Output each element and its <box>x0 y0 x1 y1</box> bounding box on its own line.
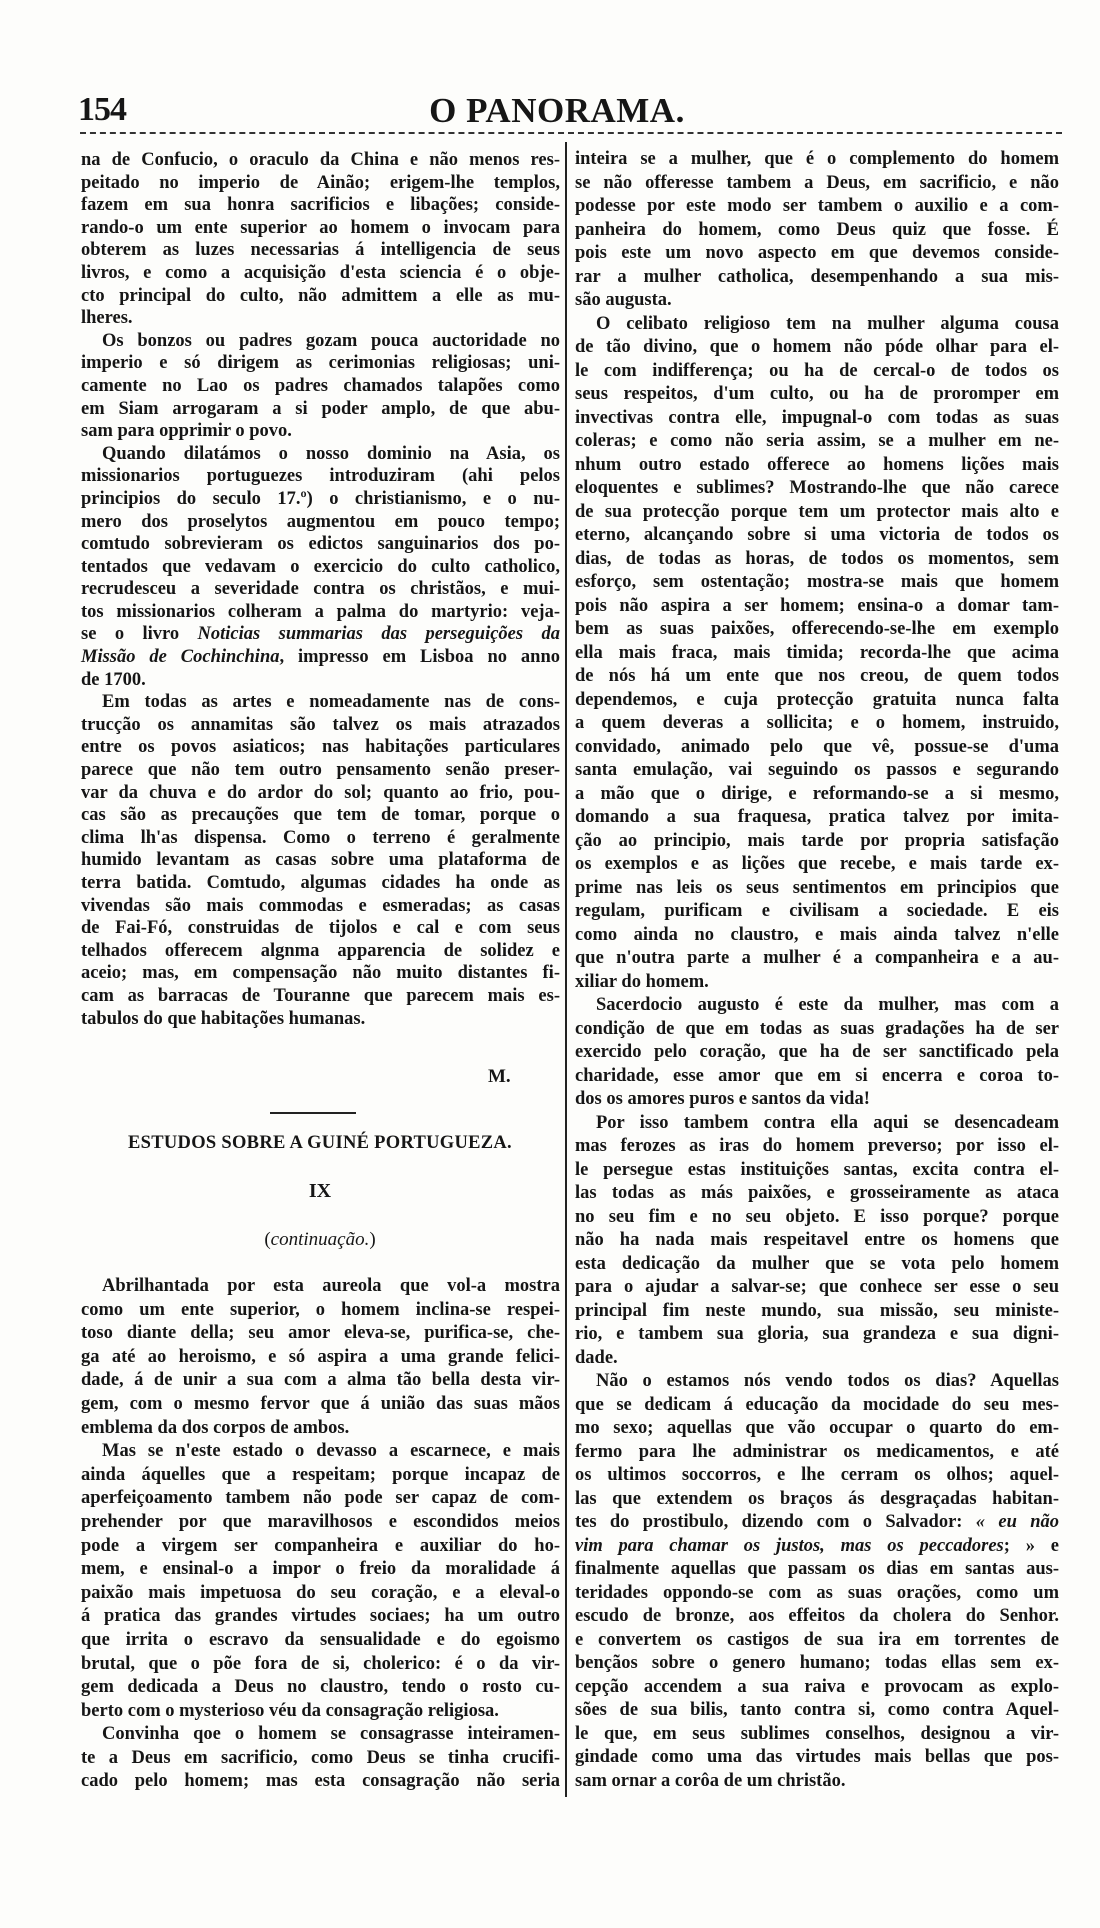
text-line: coleras; e como não seria assim, se a mulher em ne- <box>575 431 1059 451</box>
text-line: bem as suas paixões, offerecendo-se-lhe em exemplo <box>575 619 1059 639</box>
text-line: na de Confucio, o oraculo da China e não menos res- <box>81 150 560 170</box>
text-line: dade, á de unir a sua com a alma tão bella desta vir- <box>81 1370 560 1391</box>
text-line: aceio; mas, em compensação não muito distantes fi- <box>81 963 560 984</box>
text-segment: tes do prostibulo, dizendo com o Salvador: <box>575 1512 976 1532</box>
left-column-article-end <box>81 149 560 1030</box>
text-line: condição de que em todas as suas gradações ha de ser <box>575 1018 1059 1039</box>
text-segment: ; » e <box>1003 1535 1060 1556</box>
text-line: gindade como uma das virtudes mais bellas que pos- <box>575 1747 1059 1767</box>
text-line: cepção accendem a sua raiva e provocam as explo- <box>575 1676 1059 1697</box>
text-line: á pratica das grandes virtudes sociaes; ha um outro <box>81 1606 560 1627</box>
text-line: trucção os annamitas são talvez os mais atrazados <box>81 714 560 735</box>
text-line: escudo de bronze, aos effeitos da cholera do Senhor. <box>575 1606 1059 1626</box>
text-line: dependemos, e cuja protecção gratuita nunca falta <box>575 689 1059 710</box>
article-part-number: IX <box>308 1180 332 1202</box>
text-line: ella mais fraca, mais timida; recorda-lhe que acima <box>575 642 1059 663</box>
text-line: vivendas são mais commodas e esmeradas; as casas <box>81 895 560 916</box>
text-line: os exemplos e as lições que recebe, e mais tarde ex- <box>575 854 1059 874</box>
text-line: mero dos proselytos augmentou em pouco tempo; <box>81 511 560 532</box>
text-line: panheira do homem, como Deus quiz que fosse. É <box>575 219 1059 240</box>
text-line: de sua protecção porque tem um protector mais alto e <box>575 501 1059 522</box>
text-line: que n'outra parte a mulher é a companheira e a au- <box>575 948 1059 968</box>
paragraph <box>575 994 1059 1112</box>
paragraph <box>81 1275 560 1440</box>
paragraph <box>575 1370 1059 1793</box>
text-line: ainda áquelles que a respeitam; porque incapaz de <box>81 1464 560 1485</box>
text-line: para o ajudar a salvar-se; que conhece ser esse o seu <box>575 1277 1059 1297</box>
text-line: entre os povos asiaticos; nas habitações particulares <box>81 737 560 758</box>
text-line: inteira se a mulher, que é o complemento do homem <box>575 149 1059 169</box>
paragraph <box>575 313 1059 995</box>
text-line: podesse por este modo ser tambem o auxilio e a com- <box>575 196 1059 216</box>
text-line: em Siam arrogaram a si poder amplo, de que abu- <box>81 398 560 419</box>
text-line: berto com o mysterioso véu da consagração religiosa. <box>81 1700 499 1721</box>
text-line: seus respeitos, d'um culto, ou ha de proromper em <box>575 384 1059 404</box>
text-line: nhum outro estado offerece ao homens lições mais <box>575 454 1059 475</box>
text-line: fermo para lhe administrar os medicamentos, e até <box>575 1441 1059 1462</box>
text-line: exercido pelo coração, que ha de ser sanctificado pela <box>575 1042 1059 1062</box>
text-line <box>575 1511 1059 1535</box>
author-signature: M. <box>488 1066 511 1087</box>
text-line: mo sexo; aquellas que vão occupar o quarto do em- <box>575 1418 1059 1438</box>
text-line: O celibato religioso tem na mulher alguma cousa <box>596 313 1059 334</box>
text-line: var da chuva e do ardor do sol; quanto ao frio, pou- <box>81 782 560 803</box>
text-line: sões de sua bilis, tanto contra si, como contra Aquel- <box>575 1700 1059 1720</box>
text-line: Os bonzos ou padres gozam pouca auctoridade no <box>102 330 560 351</box>
article-title: ESTUDOS SOBRE A GUINÉ PORTUGUEZA. <box>128 1133 512 1153</box>
newspaper-masthead: O PANORAMA. <box>429 91 685 130</box>
text-line: emblema da dos corpos de ambos. <box>81 1417 350 1438</box>
page-number: 154 <box>78 91 126 128</box>
text-line: ga até ao heroismo, e só aspira a uma grande felici- <box>81 1346 560 1367</box>
text-line: cto principal do culto, não admittem a elle as mu- <box>81 285 560 306</box>
paragraph <box>575 1112 1059 1371</box>
text-line: le com indifferença; ou ha de cercal-o de todos os <box>575 360 1059 381</box>
text-line: xiliar do homem. <box>575 971 709 992</box>
text-line: a quem deveras a sollicita; e o homem, instruido, <box>575 713 1059 733</box>
text-line: mem, e ensinal-o a impor o freio da moralidade á <box>81 1559 560 1580</box>
text-line: de 1700. <box>81 669 146 690</box>
text-line: cam as barracas de Touranne que parecem mais es- <box>81 985 560 1006</box>
paragraph <box>81 330 560 443</box>
text-line: telhados offerecem algnma apparencia de solidez e <box>81 940 560 961</box>
text-line: lheres. <box>81 308 133 329</box>
text-line: no seu fim e no seu objeto. E isso porque? porque <box>575 1206 1059 1227</box>
text-line: que se dedicam á educação da mocidade do seu mes- <box>575 1394 1059 1415</box>
text-line: ção ao principio, mais tarde por propria satisfação <box>575 830 1059 851</box>
paragraph <box>81 149 560 330</box>
text-line: dias, de todas as horas, de todos os momentos, sem <box>575 548 1059 569</box>
text-line: bençãos sobre o genero humano; todas ellas sem ex- <box>575 1653 1059 1673</box>
text-line: obterem as luzes necessarias á intelligencia de seus <box>81 240 560 261</box>
italic-text: Noticias summarias das perseguições da <box>197 624 560 645</box>
text-line: humido levantam as casas sobre uma plataforma de <box>81 850 560 871</box>
text-line: terra batida. Comtudo, algumas cidades ha onde as <box>81 873 560 893</box>
text-line: pois este um novo aspecto em que devemos conside- <box>575 243 1059 263</box>
paragraph <box>81 691 560 1030</box>
text-line: tentados que vedavam o exercicio do culto catholico, <box>81 556 560 577</box>
text-line: las todas as más paixões, e grosseiramente as ataca <box>575 1183 1059 1203</box>
text-line: principal fim neste mundo, sua missão, seu ministe- <box>575 1300 1059 1321</box>
text-segment: se o livro <box>81 624 198 645</box>
text-line: esforço, sem ostentação; mostra-se mais que homem <box>575 572 1059 592</box>
text-line: imperio e só dirigem as cerimonias religiosas; uni- <box>81 353 560 374</box>
text-line: Convinha qoe o homem se consagrasse inteiramen- <box>102 1724 560 1745</box>
text-line: peitado no imperio de Ainão; erigem-lhe templos, <box>81 172 560 193</box>
text-line: santa emulação, vai seguindo os passos e segurando <box>575 760 1059 780</box>
text-line: livros, e como a acquisição d'esta sciencia é o obje- <box>81 262 560 283</box>
text-line: esta dedicação da mulher que se vota pelo homem <box>575 1253 1059 1274</box>
text-line: cado pelo homem; mas esta consagração não seria <box>81 1771 560 1792</box>
text-line: Abrilhantada por esta aureola que vol-a mostra <box>102 1276 560 1296</box>
paragraph <box>81 1440 560 1723</box>
italic-text: Missão de Cochinchina <box>81 647 280 668</box>
text-line: camente no Lao os padres chamados talapões como <box>81 375 560 396</box>
right-column-text <box>575 148 1059 1793</box>
text-line: finalmente aquellas que passam os dias em santas aus- <box>575 1559 1059 1579</box>
text-line: paixão mais impetuosa do seu coração, e a eleval-o <box>81 1582 560 1603</box>
text-line <box>81 623 560 646</box>
text-line: comtudo sobrevieram os edictos sanguinarios dos po- <box>81 534 560 555</box>
text-line: te a Deus em sacrificio, como Deus se tinha crucifi- <box>81 1747 560 1768</box>
paragraph <box>81 1723 560 1794</box>
text-line: não ha nada mais respeitavel entre os homens que <box>575 1230 1059 1250</box>
text-line: Por isso tambem contra ella aqui se desencadeam <box>596 1112 1059 1133</box>
text-line: são augusta. <box>575 290 672 310</box>
text-line: Mas se n'este estado o devasso a escarnece, e mais <box>102 1441 560 1462</box>
text-line: regulam, purificam e civilisam a sociedade. E eis <box>575 901 1059 921</box>
text-line: rar a mulher catholica, desempenhando a sua mis- <box>575 266 1059 287</box>
text-line: aperfeiçoamento tambem não pode ser capaz de com- <box>81 1488 560 1509</box>
text-line: mas ferozes as iras do homem preverso; por isso el- <box>575 1136 1059 1156</box>
text-line: sam para opprimir o povo. <box>81 421 292 442</box>
text-line: pode a virgem ser companheira e auxiliar do ho- <box>81 1535 560 1556</box>
text-line: Em todas as artes e nomeadamente nas de cons- <box>102 692 560 713</box>
text-line: prehender por que maravilhosos e escondidos meios <box>81 1511 560 1532</box>
text-line <box>81 646 560 669</box>
text-line: Não o estamos nós vendo todos os dias? Aquellas <box>596 1371 1059 1391</box>
left-column-article-start <box>81 1275 560 1794</box>
paren-close: ) <box>369 1229 376 1250</box>
text-line: se não offeresse tambem a Deus, em sacrificio, e não <box>575 172 1059 193</box>
column-divider <box>565 142 567 1797</box>
italic-text: « eu não <box>975 1512 1059 1532</box>
text-line: prime nas leis os seus sentimentos em principios que <box>575 877 1059 898</box>
italic-text: vim para chamar os justos, mas os peccadores <box>575 1535 1004 1556</box>
text-line: las que extendem os braços ás desgraçadas habitan- <box>575 1488 1059 1509</box>
text-line: brutal, que o põe fora de si, cholerico: é o da vir- <box>81 1653 560 1674</box>
text-line: recrudesceu a severidade contra os christãos, e mui- <box>81 579 560 600</box>
paren-open: ( <box>264 1229 271 1250</box>
article-subtitle <box>90 1229 550 1251</box>
text-line: le persegue estas instituições santas, excita contra el- <box>575 1159 1059 1180</box>
text-line: principios do seculo 17.º) o christianismo, e o nu- <box>81 488 560 509</box>
text-line: que irrita o escravo da sensualidade e do egoismo <box>81 1629 560 1650</box>
text-line: como ainda no claustro, e mais ainda talvez n'elle <box>575 924 1059 945</box>
text-line: sam ornar a corôa de um christão. <box>575 1770 846 1791</box>
text-line: charidade, esse amor que em si encerra e coroa to- <box>575 1065 1059 1086</box>
text-line: os ultimos soccorros, e lhe cerram os olhos; aquel- <box>575 1465 1059 1485</box>
text-line: tos missionarios colheram a palma do martyrio: veja- <box>81 601 560 622</box>
text-line: fazem em sua honra sacrificios e libações; conside- <box>81 195 560 216</box>
text-line: a mão que o dirige, e reformando-se a si mesmo, <box>575 783 1059 804</box>
text-line: como um ente superior, o homem inclina-se respei- <box>81 1299 560 1320</box>
text-line: dos os amores puros e santos da vida! <box>575 1089 870 1109</box>
text-line: convidado, animado pelo que vê, possue-se d'uma <box>575 736 1059 757</box>
text-line: invectivas contra elle, impugnal-o com todas as suas <box>575 407 1059 428</box>
text-line: clima lh'as dispensa. Como o terreno é geralmente <box>81 827 560 848</box>
header-rule <box>80 132 1062 134</box>
text-line: de nós há um ente que nos creou, de quem todos <box>575 666 1059 686</box>
text-line: tabulos do que habitações humanas. <box>81 1008 366 1029</box>
text-line: de tão divino, que o homem não póde olhar para el- <box>575 337 1059 357</box>
text-line: Quando dilatámos o nosso dominio na Asia, os <box>102 443 560 464</box>
article-separator-rule <box>270 1112 356 1114</box>
text-line: rio, e tambem sua gloria, sua grandeza e sua digni- <box>575 1324 1059 1344</box>
text-segment: , impresso em Lisboa no anno <box>279 647 560 668</box>
text-line: de Fai-Fó, construidas de tijolos e cal e com seus <box>81 918 560 939</box>
text-line: toso diante della; seu amor eleva-se, purifica-se, che- <box>81 1323 560 1344</box>
text-line: Sacerdocio augusto é este da mulher, mas com a <box>596 995 1059 1015</box>
subtitle-text: continuação. <box>270 1229 370 1250</box>
text-line: cas são as precauções que tem de tomar, porque o <box>81 805 560 826</box>
text-line: dade. <box>575 1347 618 1368</box>
text-line <box>575 1535 1059 1559</box>
paragraph <box>575 148 1059 313</box>
text-line: rando-o um ente superior ao homem o invocam para <box>81 217 560 238</box>
text-line: eloquentes e sublimes? Mostrando-lhe que não carece <box>575 478 1059 498</box>
text-line: teridades oppondo-se com as suas orações, como um <box>575 1582 1059 1603</box>
text-line: gem, com o mesmo fervor que á união das suas mãos <box>81 1393 560 1414</box>
text-line: domando a sua fraquesa, pratica talvez por imita- <box>575 807 1059 827</box>
text-line: parece que não tem outro pensamento senão preser- <box>81 760 560 781</box>
text-line: missionarios portuguezes introduziram (ahi pelos <box>81 466 560 487</box>
text-line: gem dedicada a Deus no claustro, tendo o rosto cu- <box>81 1677 560 1698</box>
paragraph <box>81 443 560 692</box>
text-line: e convertem os castigos de sua ira em torrentes de <box>575 1629 1059 1650</box>
text-line: pois não aspira a ser homem; ensina-o a domar tam- <box>575 595 1059 616</box>
text-line: eterno, alcançando sobre si uma victoria de todos os <box>575 525 1059 545</box>
text-line: le que, em seus sublimes conselhos, designou a vir- <box>575 1723 1059 1744</box>
